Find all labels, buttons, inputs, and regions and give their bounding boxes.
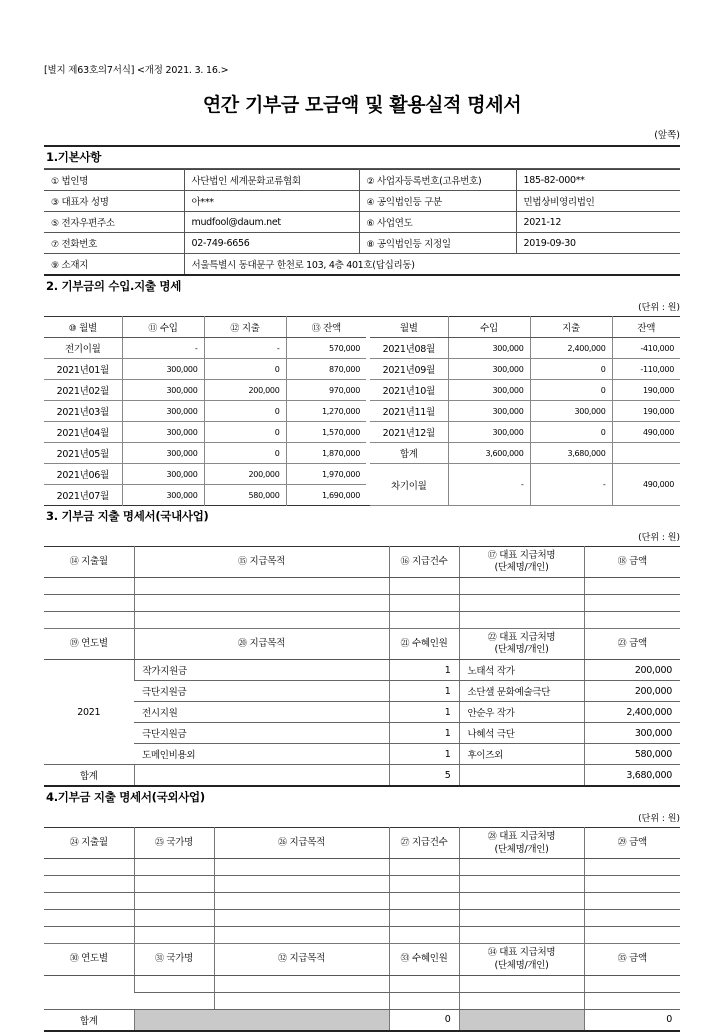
count-cell: 1 <box>389 660 459 681</box>
carryover-balance-cell: 490,000 <box>612 464 680 506</box>
year-cell: 2021 <box>44 660 134 765</box>
field-circled-number: ④ <box>366 198 375 208</box>
column-header: ⑬ 잔액 <box>286 317 366 338</box>
carryover-income-cell: - <box>448 464 530 506</box>
table-row <box>44 422 680 443</box>
empty-cell <box>584 992 680 1009</box>
empty-cell <box>214 876 389 893</box>
header-circled-number: ㉘ <box>487 832 497 843</box>
header-circled-number: ⑰ <box>487 551 497 561</box>
header-circled-number: ⑭ <box>69 556 79 567</box>
empty-cell <box>459 992 584 1009</box>
field-label: ⑦ 전화번호 <box>44 233 184 254</box>
field-label: ② 사업자등록번호(고유번호) <box>359 170 516 191</box>
total-count-cell: 5 <box>389 765 459 787</box>
amount-cell: 200,000 <box>584 681 680 702</box>
expense-cell: 0 <box>530 380 612 401</box>
form-code: [별지 제63호의7서식] <개정 2021. 3. 16.> <box>44 65 229 76</box>
section4-heading: 4.기부금 지출 명세서(국외사업) <box>46 790 205 805</box>
income-cell: 300,000 <box>448 338 530 359</box>
empty-cell <box>44 612 134 629</box>
field-label: ⑥ 사업연도 <box>359 212 516 233</box>
column-header: ⑳ 지급목적 <box>134 629 389 660</box>
column-header: ⑪ 수입 <box>122 317 204 338</box>
field-circled-number: ⑨ <box>51 261 59 271</box>
header-row <box>44 547 680 578</box>
expense-cell: 0 <box>530 422 612 443</box>
table-row <box>44 660 680 681</box>
total-amount-cell: 3,680,000 <box>584 765 680 787</box>
income-cell: 300,000 <box>448 359 530 380</box>
column-header: ⑭ 지출월 <box>44 547 134 578</box>
column-header: ⑯ 지급건수 <box>389 547 459 578</box>
balance-cell: 190,000 <box>612 380 680 401</box>
empty-cell <box>459 612 584 629</box>
column-gap <box>366 485 370 506</box>
table-row <box>44 170 680 191</box>
empty-cell <box>389 595 459 612</box>
purpose-cell: 도메인비용외 <box>134 744 389 765</box>
empty-cell <box>584 876 680 893</box>
amount-cell: 300,000 <box>584 723 680 744</box>
field-label: ⑨ 소재지 <box>44 254 184 276</box>
payee-cell: 안순우 작가 <box>459 702 584 723</box>
column-header: ⑫ 지출 <box>204 317 286 338</box>
table-row <box>44 338 680 359</box>
carryover-label-cell: 차기이월 <box>370 464 448 506</box>
empty-cell <box>389 578 459 595</box>
empty-cell <box>214 975 389 992</box>
expense-cell: 580,000 <box>204 485 286 506</box>
empty-cell <box>214 859 389 876</box>
column-header: ㉖ 지급목적 <box>214 828 389 859</box>
income-cell: 300,000 <box>122 422 204 443</box>
amount-cell: 2,400,000 <box>584 702 680 723</box>
balance-cell: -110,000 <box>612 359 680 380</box>
overseas-expense-table <box>44 827 680 1031</box>
section1-heading: 1.기본사항 <box>46 150 102 164</box>
balance-cell: 570,000 <box>286 338 366 359</box>
empty-cell <box>459 876 584 893</box>
header-circled-number: ⑫ <box>230 324 240 334</box>
payee-cell: 나혜석 극단 <box>459 723 584 744</box>
income-cell: 300,000 <box>122 401 204 422</box>
field-label: ③ 대표자 성명 <box>44 191 184 212</box>
amount-cell: 580,000 <box>584 744 680 765</box>
income-cell: - <box>122 338 204 359</box>
total-expense-cell: 3,680,000 <box>530 443 612 464</box>
empty-cell <box>134 927 214 944</box>
field-label: ⑧ 공익법인등 지정일 <box>359 233 516 254</box>
table-row <box>44 380 680 401</box>
empty-cell <box>584 578 680 595</box>
balance-cell: 190,000 <box>612 401 680 422</box>
total-label-cell: 합계 <box>44 765 134 787</box>
total-count-cell: 0 <box>389 1009 459 1031</box>
field-label: ① 법인명 <box>44 170 184 191</box>
payee-cell: 노태석 작가 <box>459 660 584 681</box>
total-blank-cell <box>134 765 389 787</box>
empty-cell <box>459 578 584 595</box>
empty-cell <box>459 910 584 927</box>
income-cell: 300,000 <box>448 401 530 422</box>
month-cell: 2021년06월 <box>44 464 122 485</box>
amount-cell: 200,000 <box>584 660 680 681</box>
column-header: ㉔ 지출월 <box>44 828 134 859</box>
balance-cell: 970,000 <box>286 380 366 401</box>
empty-cell <box>44 893 134 910</box>
column-header: ㉒ 대표 지급처명 (단체명/개인) <box>459 629 584 660</box>
purpose-cell: 극단지원금 <box>134 723 389 744</box>
empty-cell <box>134 578 389 595</box>
balance-cell: 1,870,000 <box>286 443 366 464</box>
table-row <box>44 212 680 233</box>
field-label: ⑤ 전자우편주소 <box>44 212 184 233</box>
field-value: 02-749-6656 <box>184 233 359 254</box>
column-header: ⑱ 금액 <box>584 547 680 578</box>
page-side-note: (앞쪽) <box>654 130 680 141</box>
count-cell: 1 <box>389 723 459 744</box>
field-label: ④ 공익법인등 구분 <box>359 191 516 212</box>
table-row <box>44 723 680 744</box>
header-circled-number: ㉔ <box>69 838 79 849</box>
header-circled-number: ㉛ <box>154 954 164 965</box>
balance-cell: 870,000 <box>286 359 366 380</box>
header-circled-number: ⑱ <box>617 556 627 567</box>
payee-cell: 소단샐 문화예술극단 <box>459 681 584 702</box>
header-circled-number: ㉑ <box>400 639 410 650</box>
empty-cell <box>214 910 389 927</box>
column-header: ㉚ 연도별 <box>44 944 134 975</box>
header-circled-number: ㉟ <box>617 954 627 965</box>
empty-cell <box>134 992 214 1009</box>
purpose-cell: 작가지원금 <box>134 660 389 681</box>
table-row-empty <box>44 927 680 944</box>
month-cell: 2021년10월 <box>370 380 448 401</box>
empty-cell <box>389 910 459 927</box>
total-row <box>44 765 680 787</box>
empty-cell <box>44 578 134 595</box>
expense-cell: 0 <box>204 359 286 380</box>
income-cell: 300,000 <box>122 464 204 485</box>
field-value: 2021-12 <box>516 212 680 233</box>
table-row-empty <box>44 612 680 629</box>
header-circled-number: ⑳ <box>238 639 247 650</box>
total-income-cell: 3,600,000 <box>448 443 530 464</box>
header-circled-number: ㉞ <box>487 948 497 959</box>
income-cell: 300,000 <box>448 380 530 401</box>
column-header: 수입 <box>448 317 530 338</box>
column-header: ㉑ 수혜인원 <box>389 629 459 660</box>
donation-flow-table <box>44 316 680 506</box>
header-circled-number: ㉕ <box>154 838 164 849</box>
field-value: 2019-09-30 <box>516 233 680 254</box>
table-row-empty <box>44 859 680 876</box>
total-amount-cell: 0 <box>584 1009 680 1031</box>
page-title: 연간 기부금 모금액 및 활용실적 명세서 <box>202 94 522 116</box>
flow-header-row <box>44 317 680 338</box>
address-value: 서울특별시 동대문구 한천로 103, 4층 401호(답십리동) <box>184 254 680 276</box>
income-cell: 300,000 <box>122 380 204 401</box>
empty-cell <box>584 859 680 876</box>
column-header: ㉓ 금액 <box>584 629 680 660</box>
column-header: ㉛ 국가명 <box>134 944 214 975</box>
month-cell: 2021년08월 <box>370 338 448 359</box>
count-cell: 1 <box>389 744 459 765</box>
header-circled-number: ⑯ <box>400 556 410 567</box>
basic-info-table <box>44 169 680 276</box>
column-header: 월별 <box>370 317 448 338</box>
table-row-empty <box>44 910 680 927</box>
column-header: ⑰ 대표 지급처명 (단체명/개인) <box>459 547 584 578</box>
empty-cell <box>584 975 680 992</box>
total-balance-cell <box>612 443 680 464</box>
header-row <box>44 629 680 660</box>
empty-cell <box>44 910 134 927</box>
field-circled-number: ⑤ <box>51 219 59 229</box>
table-row-empty <box>44 893 680 910</box>
month-cell: 2021년02월 <box>44 380 122 401</box>
table-row <box>44 681 680 702</box>
total-shaded-cell <box>459 1009 584 1031</box>
expense-cell: 2,400,000 <box>530 338 612 359</box>
empty-cell <box>214 893 389 910</box>
purpose-cell: 전시지원 <box>134 702 389 723</box>
empty-cell <box>389 975 459 992</box>
column-header: ㉜ 지급목적 <box>214 944 389 975</box>
empty-cell <box>389 893 459 910</box>
section2-unit-note: (단위 : 원) <box>638 303 680 313</box>
column-header: ㉙ 금액 <box>584 828 680 859</box>
field-circled-number: ③ <box>51 198 59 208</box>
balance-cell: 1,690,000 <box>286 485 366 506</box>
header-circled-number: ⑲ <box>69 639 79 650</box>
empty-cell <box>389 612 459 629</box>
field-circled-number: ⑦ <box>51 240 59 250</box>
count-cell: 1 <box>389 681 459 702</box>
section3-unit-note: (단위 : 원) <box>638 533 680 543</box>
month-cell: 2021년12월 <box>370 422 448 443</box>
empty-cell <box>214 992 389 1009</box>
empty-cell <box>134 975 214 992</box>
total-label-cell: 합계 <box>44 1009 134 1031</box>
header-circled-number: ⑩ <box>68 324 77 334</box>
expense-cell: 200,000 <box>204 380 286 401</box>
header-circled-number: ㉜ <box>278 954 287 965</box>
empty-cell <box>134 910 214 927</box>
table-row <box>44 744 680 765</box>
empty-cell <box>459 975 584 992</box>
section2-heading: 2. 기부금의 수입.지출 명세 <box>46 279 182 293</box>
column-header: 지출 <box>530 317 612 338</box>
expense-cell: 300,000 <box>530 401 612 422</box>
field-circled-number: ⑧ <box>366 240 375 250</box>
field-value: 사단법인 세계문화교류협회 <box>184 170 359 191</box>
income-cell: 300,000 <box>448 422 530 443</box>
table-row <box>44 401 680 422</box>
empty-cell <box>134 859 214 876</box>
expense-cell: 0 <box>204 422 286 443</box>
income-cell: 300,000 <box>122 443 204 464</box>
header-circled-number: ⑪ <box>148 324 158 334</box>
header-circled-number: ⑬ <box>311 324 321 334</box>
empty-cell <box>459 859 584 876</box>
field-circled-number: ① <box>51 177 59 187</box>
field-circled-number: ② <box>366 177 375 187</box>
empty-cell <box>584 893 680 910</box>
table-row-empty <box>44 975 680 992</box>
header-circled-number: ㉓ <box>617 639 627 650</box>
header-circled-number: ㉝ <box>400 954 410 965</box>
table-row <box>44 443 680 464</box>
balance-cell: 1,270,000 <box>286 401 366 422</box>
section4-unit-note: (단위 : 원) <box>638 814 680 825</box>
empty-cell <box>134 893 214 910</box>
empty-cell <box>584 927 680 944</box>
month-cell: 2021년03월 <box>44 401 122 422</box>
column-header: ㉝ 수혜인원 <box>389 944 459 975</box>
month-cell: 전기이월 <box>44 338 122 359</box>
domestic-expense-table <box>44 546 680 787</box>
table-row-address <box>44 254 680 276</box>
table-row-empty <box>44 992 680 1009</box>
table-row-empty <box>44 578 680 595</box>
table-row <box>44 702 680 723</box>
field-value: 아*** <box>184 191 359 212</box>
column-header: ⑮ 지급목적 <box>134 547 389 578</box>
empty-cell <box>459 927 584 944</box>
empty-cell <box>134 595 389 612</box>
empty-cell <box>214 927 389 944</box>
balance-cell: 1,570,000 <box>286 422 366 443</box>
empty-cell <box>584 612 680 629</box>
empty-cell <box>134 876 214 893</box>
expense-cell: - <box>204 338 286 359</box>
field-value: mudfool@daum.net <box>184 212 359 233</box>
expense-cell: 0 <box>530 359 612 380</box>
empty-cell <box>459 595 584 612</box>
header-circled-number: ㉒ <box>487 633 497 644</box>
column-header: ㉕ 국가명 <box>134 828 214 859</box>
empty-cell <box>389 992 459 1009</box>
month-cell: 2021년01월 <box>44 359 122 380</box>
section1-header <box>44 145 680 169</box>
empty-cell <box>389 859 459 876</box>
income-cell: 300,000 <box>122 359 204 380</box>
count-cell: 1 <box>389 702 459 723</box>
section3-heading: 3. 기부금 지출 명세서(국내사업) <box>46 509 209 523</box>
payee-cell: 후이즈외 <box>459 744 584 765</box>
empty-cell <box>389 876 459 893</box>
table-row <box>44 191 680 212</box>
month-cell: 2021년05월 <box>44 443 122 464</box>
field-value: 185-82-000** <box>516 170 680 191</box>
column-header: ⑲ 연도별 <box>44 629 134 660</box>
field-value: 민법상비영리법인 <box>516 191 680 212</box>
empty-cell <box>44 595 134 612</box>
empty-cell <box>584 910 680 927</box>
total-row <box>44 1009 680 1031</box>
purpose-cell: 극단지원금 <box>134 681 389 702</box>
month-cell: 2021년09월 <box>370 359 448 380</box>
balance-cell: 490,000 <box>612 422 680 443</box>
column-header: ⑩ 월별 <box>44 317 122 338</box>
carryover-expense-cell: - <box>530 464 612 506</box>
empty-cell <box>44 859 134 876</box>
month-cell: 2021년07월 <box>56 491 109 502</box>
table-row <box>44 464 680 485</box>
total-label-cell: 합계 <box>370 443 448 464</box>
column-header: ㉞ 대표 지급처명 (단체명/개인) <box>459 944 584 975</box>
column-header: ㉗ 지급건수 <box>389 828 459 859</box>
empty-cell <box>459 893 584 910</box>
balance-cell: -410,000 <box>612 338 680 359</box>
month-cell: 2021년11월 <box>370 401 448 422</box>
table-row-empty <box>44 876 680 893</box>
expense-cell: 0 <box>204 443 286 464</box>
header-circled-number: ⑮ <box>238 556 247 567</box>
header-row <box>44 828 680 859</box>
total-blank-cell <box>459 765 584 787</box>
balance-cell: 1,970,000 <box>286 464 366 485</box>
field-circled-number: ⑥ <box>366 219 375 229</box>
column-header: ㉘ 대표 지급처명 (단체명/개인) <box>459 828 584 859</box>
table-row-empty <box>44 595 680 612</box>
column-header: 잔액 <box>612 317 680 338</box>
empty-cell <box>44 927 134 944</box>
empty-cell <box>584 595 680 612</box>
header-circled-number: ㉗ <box>400 838 410 849</box>
column-header: ㉟ 금액 <box>584 944 680 975</box>
empty-cell <box>44 876 134 893</box>
table-row <box>44 359 680 380</box>
table-row <box>44 233 680 254</box>
header-circled-number: ㉙ <box>617 838 627 849</box>
header-circled-number: ㉖ <box>278 838 287 849</box>
year-cell <box>44 975 134 1009</box>
expense-cell: 200,000 <box>204 464 286 485</box>
empty-cell <box>134 612 389 629</box>
month-cell: 2021년04월 <box>44 422 122 443</box>
expense-cell: 0 <box>204 401 286 422</box>
income-cell: 300,000 <box>122 485 204 506</box>
header-row <box>44 944 680 975</box>
total-shaded-cell <box>134 1009 389 1031</box>
empty-cell <box>389 927 459 944</box>
header-circled-number: ㉚ <box>69 954 79 965</box>
